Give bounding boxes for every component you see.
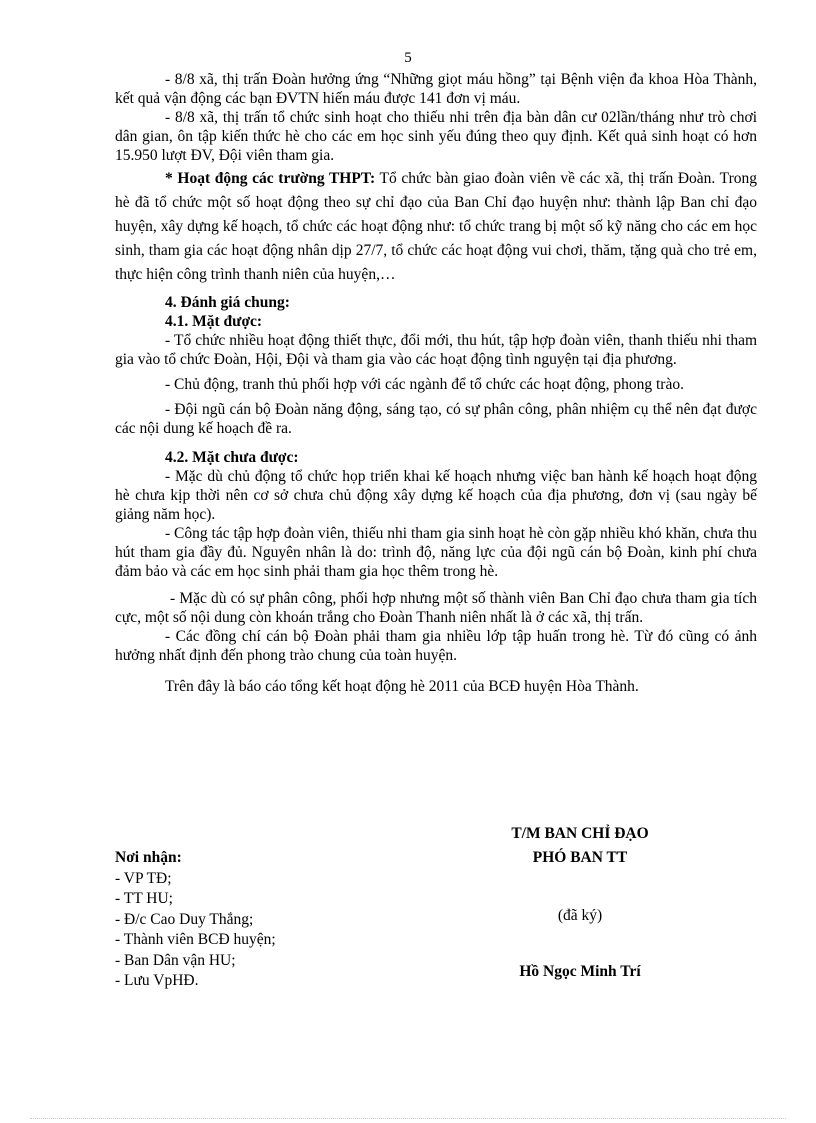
- recipient-item: - Thành viên BCĐ huyện;: [115, 931, 276, 948]
- thpt-text: Tổ chức bàn giao đoàn viên về các xã, thị trấn Đoàn. Trong hè đã tổ chức một số hoạt động theo sự chỉ đạo của Ban Chỉ đạo huyện như: thành lập Ban chỉ đạo huyện, xây dựng kế hoạch, tổ chức các hoạt động như: tổ chức trang bị một số kỹ năng cho các em học sinh, tham gia các hoạt động nhân dịp 27/7, tổ chức các hoạt động vui chơi, thăm, tặng quà cho trẻ em, thực hiện công trình thanh niên của huyện,…: [115, 170, 757, 283]
- list-item: - Tổ chức nhiều hoạt động thiết thực, đổi mới, thu hút, tập hợp đoàn viên, thanh thiếu nhi tham gia vào tổ chức Đoàn, Hội, Đội và tham gia vào các hoạt động tình nguyện tại địa phương.: [115, 332, 757, 368]
- recipient-item: - TT HU;: [115, 890, 173, 907]
- recipient-item: - Ban Dân vận HU;: [115, 951, 236, 969]
- closing-statement: Trên đây là báo cáo tổng kết hoạt động hè 2011 của BCĐ huyện Hòa Thành.: [165, 678, 639, 695]
- page-number: 5: [404, 50, 412, 66]
- paragraph-thpt: [115, 167, 757, 287]
- recipient-item: - Đ/c Cao Duy Thắng;: [115, 910, 254, 928]
- signer-name: Hồ Ngọc Minh Trí: [519, 963, 641, 980]
- section-4-2-title: 4.2. Mặt chưa được:: [165, 449, 299, 466]
- paragraph-children-activities: - 8/8 xã, thị trấn tổ chức sinh hoạt cho thiếu nhi trên địa bàn dân cư 02lần/tháng như trò chơi dân gian, ôn tập kiến thức hè cho các em học sinh yếu đúng theo quy định. Kết quả sinh hoạt có hơn 15.950 lượt ĐV, Đội viên tham gia.: [115, 109, 757, 164]
- recipient-item: - VP TĐ;: [115, 869, 172, 887]
- section-4-1-title: 4.1. Mặt được:: [165, 313, 263, 330]
- signer-title: PHÓ BAN TT: [532, 849, 628, 866]
- recipients-title: Nơi nhận:: [115, 849, 182, 866]
- thpt-label: * Hoạt động các trường THPT:: [165, 170, 376, 187]
- section-4-title: 4. Đánh giá chung:: [165, 294, 290, 311]
- signer-org: T/M BAN CHỈ ĐẠO: [511, 825, 649, 842]
- list-item: - Công tác tập hợp đoàn viên, thiếu nhi tham gia sinh hoạt hè còn gặp nhiều khó khăn, chưa thu hút tham gia đầy đủ. Nguyên nhân là do: trình độ, năng lực của đội ngũ cán bộ Đoàn, kinh phí chưa đảm bảo và các em học sinh phải tham gia học thêm trong hè.: [115, 525, 757, 580]
- signed-note: (đã ký): [557, 907, 603, 924]
- list-item: - Các đồng chí cán bộ Đoàn phải tham gia nhiều lớp tập huấn trong hè. Từ đó cũng có ảnh hưởng nhất định đến phong trào chung của toàn huyện.: [115, 628, 757, 664]
- paragraph-blood-donation: - 8/8 xã, thị trấn Đoàn hưởng ứng “Những giọt máu hồng” tại Bệnh viện đa khoa Hòa Thành, kết quả vận động các bạn ĐVTN hiến máu được 141 đơn vị máu.: [115, 71, 757, 107]
- list-item: - Đội ngũ cán bộ Đoàn năng động, sáng tạo, có sự phân công, phân nhiệm cụ thể nên đạt được các nội dung kế hoạch đề ra.: [115, 401, 757, 437]
- thpt-section: [115, 167, 757, 287]
- list-item: - Mặc dù chủ động tổ chức họp triển khai kế hoạch nhưng việc ban hành kế hoạch hoạt động hè chưa kịp thời nên cơ sở chưa chủ động xây dựng kế hoạch của địa phương, đơn vị (sau ngày bế giảng năm học).: [115, 468, 757, 523]
- recipients-list: [115, 848, 415, 992]
- recipient-item: - Lưu VpHĐ.: [115, 972, 199, 989]
- page-bottom-divider: [30, 1118, 786, 1119]
- list-item: - Mặc dù có sự phân công, phối hợp nhưng một số thành viên Ban Chỉ đạo chưa tham gia tích cực, một số nội dung còn khoán trắng cho Đoàn Thanh niên nhất là ở các xã, thị trấn.: [115, 590, 757, 626]
- list-item: - Chủ động, tranh thủ phối hợp với các ngành để tổ chức các hoạt động, phong trào.: [165, 376, 684, 393]
- signature-block: [115, 822, 757, 992]
- document-body: [115, 70, 757, 696]
- signer: [455, 822, 705, 984]
